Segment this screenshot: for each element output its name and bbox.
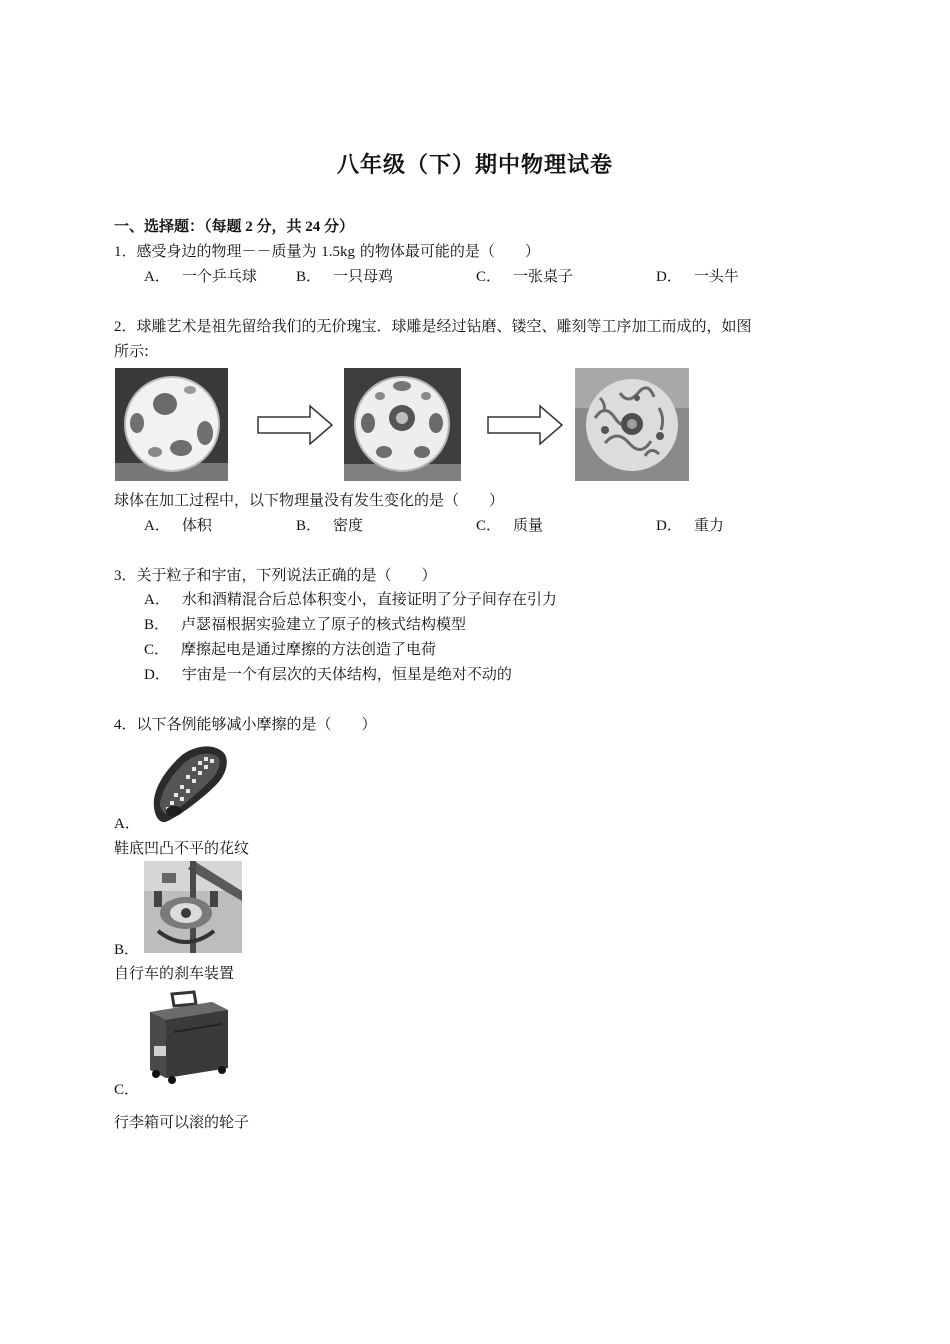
arrow-2-icon bbox=[486, 403, 564, 451]
ball-photo-3 bbox=[575, 368, 689, 481]
q4-option-c-key[interactable]: C． bbox=[114, 1082, 140, 1098]
q1-option-d[interactable]: D． 一头牛 bbox=[656, 267, 739, 285]
question-text: 以下各例能够减小摩擦的是（ ） bbox=[136, 715, 377, 733]
q3-option-b[interactable]: B． 卢瑟福根据实验建立了原子的核式结构模型 bbox=[144, 615, 467, 633]
question-1 bbox=[114, 241, 540, 262]
q2-option-b[interactable]: B． 密度 bbox=[296, 516, 364, 534]
ball-photo-2 bbox=[344, 368, 461, 481]
q3-option-d[interactable]: D． 宇宙是一个有层次的天体结构，恒星是绝对不动的 bbox=[144, 665, 512, 683]
question-text: 感受身边的物理－－质量为 bbox=[136, 242, 322, 260]
question-number: 2． bbox=[114, 319, 137, 335]
q3-option-a[interactable]: A． 水和酒精混合后总体积变小，直接证明了分子间存在引力 bbox=[144, 590, 557, 608]
q4-option-c-text[interactable]: 行李箱可以滚的轮子 bbox=[114, 1113, 250, 1131]
question-text: 关于粒子和宇宙，下列说法正确的是（ ） bbox=[136, 566, 437, 584]
question-quantity: 1.5kg bbox=[321, 244, 356, 260]
page-title: 八年级（下）期中物理试卷 bbox=[336, 153, 613, 178]
q2-option-a[interactable]: A． 体积 bbox=[144, 516, 212, 534]
question-2-prompt: 球体在加工过程中，以下物理量没有发生变化的是（ ） bbox=[114, 491, 505, 509]
q2-option-c[interactable]: C． 质量 bbox=[476, 516, 544, 534]
shoe-sole-photo bbox=[144, 741, 232, 827]
question-2 bbox=[114, 316, 752, 337]
question-number: 1． bbox=[114, 244, 137, 260]
question-2-cont: 所示: bbox=[114, 342, 150, 360]
section-prefix: 一、选择题： bbox=[114, 217, 205, 235]
q4-option-a-text[interactable]: 鞋底凹凸不平的花纹 bbox=[114, 839, 250, 857]
question-text-end: 的物体最可能的是（ ） bbox=[355, 242, 540, 260]
suitcase-photo bbox=[144, 990, 232, 1084]
q1-option-c[interactable]: C． 一张桌子 bbox=[476, 267, 574, 285]
q1-option-b[interactable]: B． 一只母鸡 bbox=[296, 267, 394, 285]
bicycle-brake-photo bbox=[144, 861, 242, 953]
q2-option-d[interactable]: D． 重力 bbox=[656, 516, 724, 534]
section-info: （每题 2 分，共 24 分） bbox=[204, 219, 355, 235]
question-3 bbox=[114, 565, 437, 586]
arrow-1-icon bbox=[256, 403, 334, 451]
section-heading bbox=[114, 216, 354, 237]
q1-option-a[interactable]: A． 一个乒乓球 bbox=[144, 267, 257, 285]
question-number: 3． bbox=[114, 568, 137, 584]
question-text: 球雕艺术是祖先留给我们的无价瑰宝．球雕是经过钻磨、镂空、雕刻等工序加工而成的，如图 bbox=[136, 317, 752, 335]
question-4 bbox=[114, 714, 377, 735]
question-number: 4． bbox=[114, 717, 137, 733]
q4-option-a-key[interactable]: A． bbox=[114, 816, 140, 832]
ball-photo-1 bbox=[115, 368, 228, 481]
q3-option-c[interactable]: C． 摩擦起电是通过摩擦的方法创造了电荷 bbox=[144, 640, 437, 658]
q4-option-b-key[interactable]: B． bbox=[114, 942, 140, 958]
q4-option-b-text[interactable]: 自行车的刹车装置 bbox=[114, 964, 235, 982]
